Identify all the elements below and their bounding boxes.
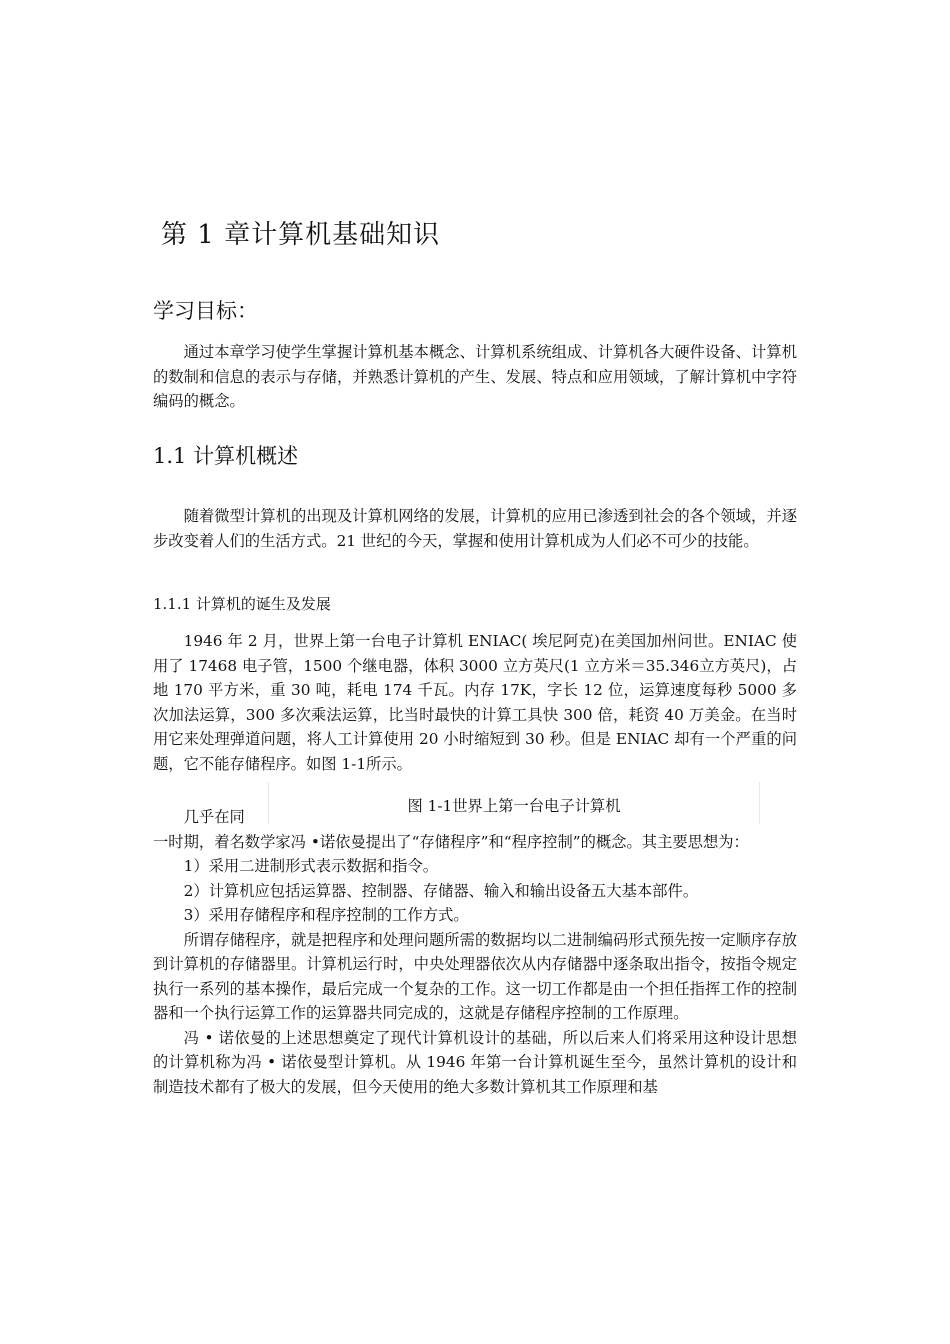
- von-neumann-block: [153, 805, 797, 1099]
- figure-caption: 图 1-1世界上第一台电子计算机: [407, 797, 621, 815]
- list-item: 3）采用存储程序和程序控制的工作方式。: [183, 906, 469, 924]
- wrap-text-start: 几乎在同: [183, 808, 245, 826]
- section-heading-1-1: 1.1 计算机概述: [153, 444, 299, 468]
- legacy-paragraph: 冯 • 诺依曼的上述思想奠定了现代计算机设计的基础，所以后来人们将采用这种设计思想的计算机称为冯 • 诺依曼型计算机。从 1946 年第一台计算机诞生至今，虽然计算机的设计和制造技术都有了极大的发展，但今天使用的绝大多数计算机其工作原理和基: [153, 1028, 797, 1096]
- list-item: 2）计算机应包括运算器、控制器、存储器、输入和输出设备五大基本部件。: [183, 881, 699, 900]
- overview-paragraph: 随着微型计算机的出现及计算机网络的发展，计算机的应用已渗透到社会的各个领域，并逐步改变着人们的生活方式。21 世纪的今天，掌握和使用计算机成为人们必不可少的技能。: [153, 507, 797, 550]
- subsection-heading-1-1-1: 1.1.1 计算机的诞生及发展: [153, 595, 331, 613]
- eniac-paragraph: 1946 年 2 月，世界上第一台电子计算机 ENIAC( 埃尼阿克)在美国加州问世。ENIAC 使用了 17468 电子管，1500 个继电器，体积 3000 立方英尺(1 立方米＝35.346立方英尺)，占地 170 平方米，重 30 吨，耗电 174 千瓦。内存 17K，字长 12 位，运算速度每秒 5000 多次加法运算，300 多次乘法运算，比当时最快的计算工具快 300 倍，耗资 40 万美金。在当时用它来处理弹道问题，将人工计算使用 20 小时缩短到 30 秒。但是 ENIAC 却有一个严重的问题，它不能存储程序。如图 1-1所示。: [153, 632, 797, 773]
- objectives-heading: 学习目标：: [153, 299, 258, 323]
- list-item: 1）采用二进制形式表示数据和指令。: [183, 857, 439, 875]
- von-neumann-paragraph: 一时期，着名数学家冯 •诺依曼提出了“存储程序”和“程序控制”的概念。其主要思想为：: [153, 832, 749, 851]
- objectives-paragraph: 通过本章学习使学生掌握计算机基本概念、计算机系统组成、计算机各大硬件设备、计算机的数制和信息的表示与存储，并熟悉计算机的产生、发展、特点和应用领域，了解计算机中字符编码的概念。: [153, 343, 797, 410]
- chapter-title: 第 1 章计算机基础知识: [161, 220, 441, 250]
- stored-program-paragraph: 所谓存储程序，就是把程序和处理问题所需的数据均以二进制编码形式预先按一定顺序存放到计算机的存储器里。计算机运行时，中央处理器依次从内存储器中逐条取出指令，按指令规定执行一系列的基本操作，最后完成一个复杂的工作。这一切工作都是由一个担任指挥工作的控制器和一个执行运算工作的运算器共同完成的，这就是存储程序控制的工作原理。: [153, 930, 797, 1022]
